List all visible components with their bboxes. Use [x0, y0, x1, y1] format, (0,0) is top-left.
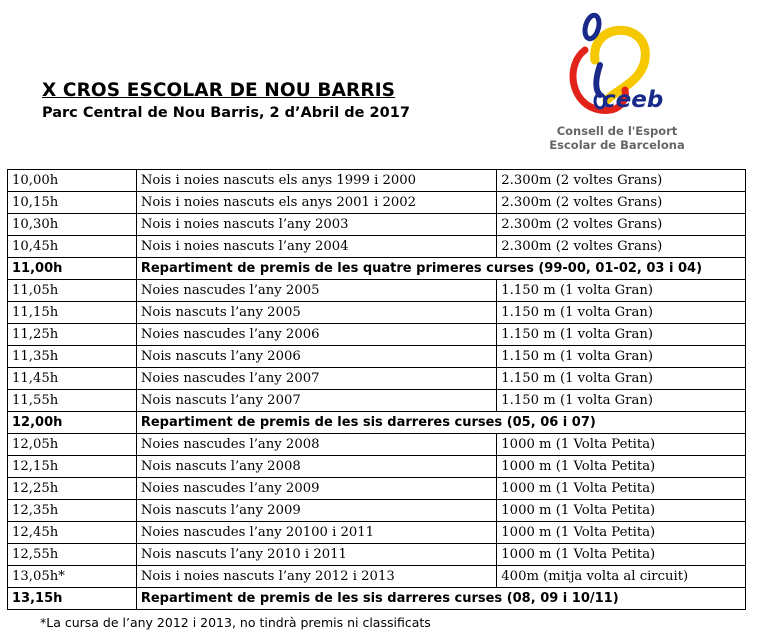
table-row [8, 544, 746, 566]
table-row [8, 456, 746, 478]
page-title: X CROS ESCOLAR DE NOU BARRIS [42, 80, 396, 101]
distance-cell: 2.300m (2 voltes Grans) [497, 192, 746, 214]
time-cell: 13,15h [8, 588, 137, 610]
distance-cell: 2.300m (2 voltes Grans) [497, 236, 746, 258]
time-cell: 11,35h [8, 346, 137, 368]
category-cell: Noies nascudes l’any 20100 i 2011 [136, 522, 496, 544]
distance-cell: 1.150 m (1 volta Gran) [497, 368, 746, 390]
time-cell: 10,00h [8, 170, 137, 192]
table-row [8, 214, 746, 236]
awards-cell: Repartiment de premis de les sis darreres curses (08, 09 i 10/11) [136, 588, 745, 610]
category-cell: Nois nascuts l’any 2008 [136, 456, 496, 478]
category-cell: Nois nascuts l’any 2009 [136, 500, 496, 522]
category-cell: Nois i noies nascuts l’any 2012 i 2013 [136, 566, 496, 588]
category-cell: Nois nascuts l’any 2007 [136, 390, 496, 412]
category-cell: Noies nascudes l’any 2005 [136, 280, 496, 302]
category-cell: Noies nascudes l’any 2008 [136, 434, 496, 456]
table-row [8, 500, 746, 522]
table-row [8, 170, 746, 192]
category-cell: Nois i noies nascuts l’any 2004 [136, 236, 496, 258]
category-cell: Noies nascudes l’any 2006 [136, 324, 496, 346]
time-cell: 10,15h [8, 192, 137, 214]
time-cell: 12,35h [8, 500, 137, 522]
category-cell: Nois nascuts l’any 2005 [136, 302, 496, 324]
distance-cell: 1.150 m (1 volta Gran) [497, 280, 746, 302]
footnote: *La cursa de l’any 2012 i 2013, no tindrà premis ni classificats [40, 615, 431, 630]
distance-cell: 2.300m (2 voltes Grans) [497, 214, 746, 236]
logo-line-2: Escolar de Barcelona [549, 138, 685, 152]
time-cell: 12,15h [8, 456, 137, 478]
table-row [8, 258, 746, 280]
distance-cell: 1000 m (1 Volta Petita) [497, 500, 746, 522]
distance-cell: 1.150 m (1 volta Gran) [497, 390, 746, 412]
distance-cell: 1000 m (1 Volta Petita) [497, 456, 746, 478]
table-row [8, 280, 746, 302]
distance-cell: 1.150 m (1 volta Gran) [497, 324, 746, 346]
time-cell: 13,05h* [8, 566, 137, 588]
time-cell: 11,25h [8, 324, 137, 346]
distance-cell: 1000 m (1 Volta Petita) [497, 522, 746, 544]
distance-cell: 1000 m (1 Volta Petita) [497, 544, 746, 566]
table-row [8, 302, 746, 324]
time-cell: 11,00h [8, 258, 137, 280]
category-cell: Noies nascudes l’any 2009 [136, 478, 496, 500]
category-cell: Nois nascuts l’any 2010 i 2011 [136, 544, 496, 566]
table-row [8, 588, 746, 610]
distance-cell: 1000 m (1 Volta Petita) [497, 478, 746, 500]
category-cell: Nois i noies nascuts els anys 1999 i 2000 [136, 170, 496, 192]
table-row [8, 324, 746, 346]
category-cell: Nois i noies nascuts els anys 2001 i 2002 [136, 192, 496, 214]
table-row [8, 522, 746, 544]
time-cell: 11,05h [8, 280, 137, 302]
category-cell: Nois nascuts l’any 2006 [136, 346, 496, 368]
time-cell: 12,45h [8, 522, 137, 544]
time-cell: 11,15h [8, 302, 137, 324]
table-row [8, 390, 746, 412]
distance-cell: 400m (mitja volta al circuit) [497, 566, 746, 588]
logo-caption [542, 124, 692, 152]
time-cell: 11,55h [8, 390, 137, 412]
logo-acronym: ceeb [602, 87, 664, 113]
distance-cell: 1.150 m (1 volta Gran) [497, 346, 746, 368]
table-row [8, 192, 746, 214]
table-row [8, 346, 746, 368]
time-cell: 12,00h [8, 412, 137, 434]
category-cell: Nois i noies nascuts l’any 2003 [136, 214, 496, 236]
time-cell: 10,30h [8, 214, 137, 236]
schedule-body [8, 170, 746, 610]
time-cell: 12,25h [8, 478, 137, 500]
distance-cell: 1.150 m (1 volta Gran) [497, 302, 746, 324]
category-cell: Noies nascudes l’any 2007 [136, 368, 496, 390]
time-cell: 10,45h [8, 236, 137, 258]
time-cell: 11,45h [8, 368, 137, 390]
table-row [8, 412, 746, 434]
time-cell: 12,05h [8, 434, 137, 456]
distance-cell: 1000 m (1 Volta Petita) [497, 434, 746, 456]
awards-cell: Repartiment de premis de les sis darreres curses (05, 06 i 07) [136, 412, 745, 434]
table-row [8, 368, 746, 390]
table-row [8, 236, 746, 258]
logo-line-1: Consell de l'Esport [556, 124, 678, 138]
page-subtitle: Parc Central de Nou Barris, 2 d’Abril de 2017 [42, 105, 410, 121]
table-row [8, 478, 746, 500]
awards-cell: Repartiment de premis de les quatre primeres curses (99-00, 01-02, 03 i 04) [136, 258, 745, 280]
time-cell: 12,55h [8, 544, 137, 566]
table-row [8, 566, 746, 588]
distance-cell: 2.300m (2 voltes Grans) [497, 170, 746, 192]
table-row [8, 434, 746, 456]
schedule-table [7, 169, 746, 610]
